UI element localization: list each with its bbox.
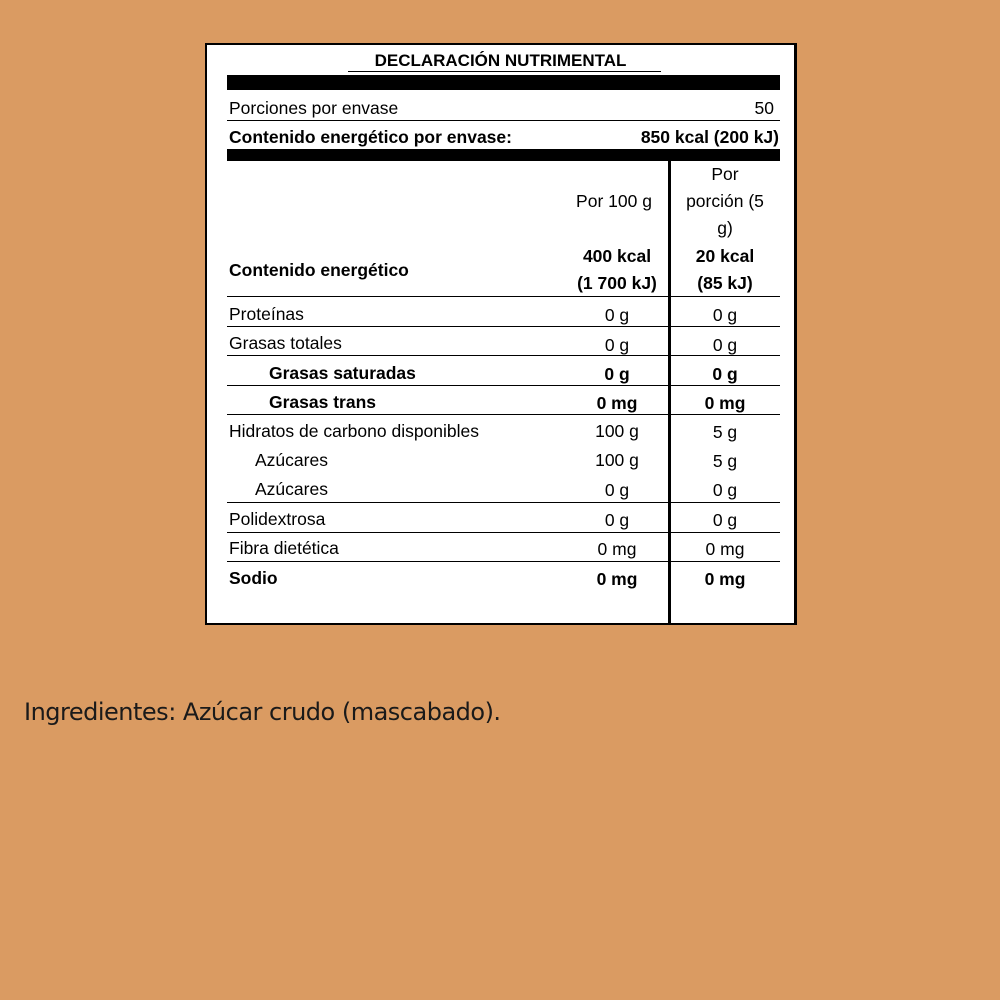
energy-label: Contenido energético [229, 260, 409, 280]
nutrient-portion: 0 g [712, 364, 738, 384]
ingredients-text: Ingredientes: Azúcar crudo (mascabado). [24, 698, 501, 726]
rule-row [227, 326, 780, 327]
col-per100-header: Por 100 g [576, 191, 652, 211]
thick-rule-middle [227, 149, 780, 161]
servings-label: Porciones por envase [229, 98, 399, 118]
nutrient-per100: 0 g [604, 305, 630, 325]
rule-row [227, 502, 780, 503]
nutrient-name: Sodio [229, 568, 278, 588]
nutrient-name: Grasas totales [229, 333, 342, 353]
nutrient-name: Grasas saturadas [269, 363, 416, 383]
col-portion-header-line3: g) [717, 218, 733, 238]
rule-row [227, 532, 780, 533]
energy-per100-kj: (1 700 kJ) [577, 273, 657, 293]
nutrient-portion: 0 mg [705, 539, 745, 559]
col-portion-header-line2: porción (5 [686, 191, 764, 211]
nutrient-portion: 0 mg [704, 393, 746, 413]
nutrient-per100: 0 g [604, 480, 630, 500]
nutrient-per100: 0 g [604, 364, 630, 384]
thick-rule-top [227, 75, 780, 90]
rule-row [227, 385, 780, 386]
nutrient-name: Fibra dietética [229, 538, 339, 558]
nutrient-name: Azúcares [255, 479, 328, 499]
energy-per100-kcal: 400 kcal [582, 246, 652, 266]
nutrient-portion: 0 g [712, 480, 738, 500]
nutrient-per100: 100 g [595, 450, 639, 470]
nutrient-name: Hidratos de carbono disponibles [229, 421, 480, 441]
column-divider [668, 161, 671, 625]
nutrient-per100: 0 mg [597, 539, 637, 559]
nutrient-portion: 0 mg [704, 569, 746, 589]
nutrient-per100: 0 g [604, 335, 630, 355]
col-portion-header-line1: Por [711, 164, 739, 184]
label-title: DECLARACIÓN NUTRIMENTAL [374, 51, 627, 70]
nutrient-portion: 0 g [712, 305, 738, 325]
nutrient-name: Grasas trans [269, 392, 377, 412]
nutrient-per100: 100 g [595, 421, 639, 441]
rule-row [227, 355, 780, 356]
nutrient-portion: 0 g [712, 510, 738, 530]
energy-portion-kcal: 20 kcal [695, 246, 755, 266]
nutrient-portion: 5 g [712, 451, 738, 471]
nutrient-portion: 0 g [712, 335, 738, 355]
rule-row [227, 414, 780, 415]
energy-portion-kj: (85 kJ) [697, 273, 753, 293]
servings-value: 50 [754, 98, 774, 118]
nutrition-label [205, 43, 797, 625]
nutrient-portion: 5 g [712, 422, 738, 442]
rule-row [227, 561, 780, 562]
nutrient-name: Polidextrosa [229, 509, 326, 529]
title-underline [348, 71, 661, 72]
nutrient-name: Azúcares [255, 450, 328, 470]
rule-servings [227, 120, 780, 121]
nutrient-per100: 0 mg [596, 569, 638, 589]
nutrient-per100: 0 g [604, 510, 630, 530]
energy-per-package-label: Contenido energético por envase: [229, 127, 512, 147]
rule-energy [227, 296, 780, 297]
energy-per-package-value: 850 kcal (200 kJ) [640, 127, 779, 147]
nutrient-name: Proteínas [229, 304, 304, 324]
nutrient-per100: 0 mg [596, 393, 638, 413]
